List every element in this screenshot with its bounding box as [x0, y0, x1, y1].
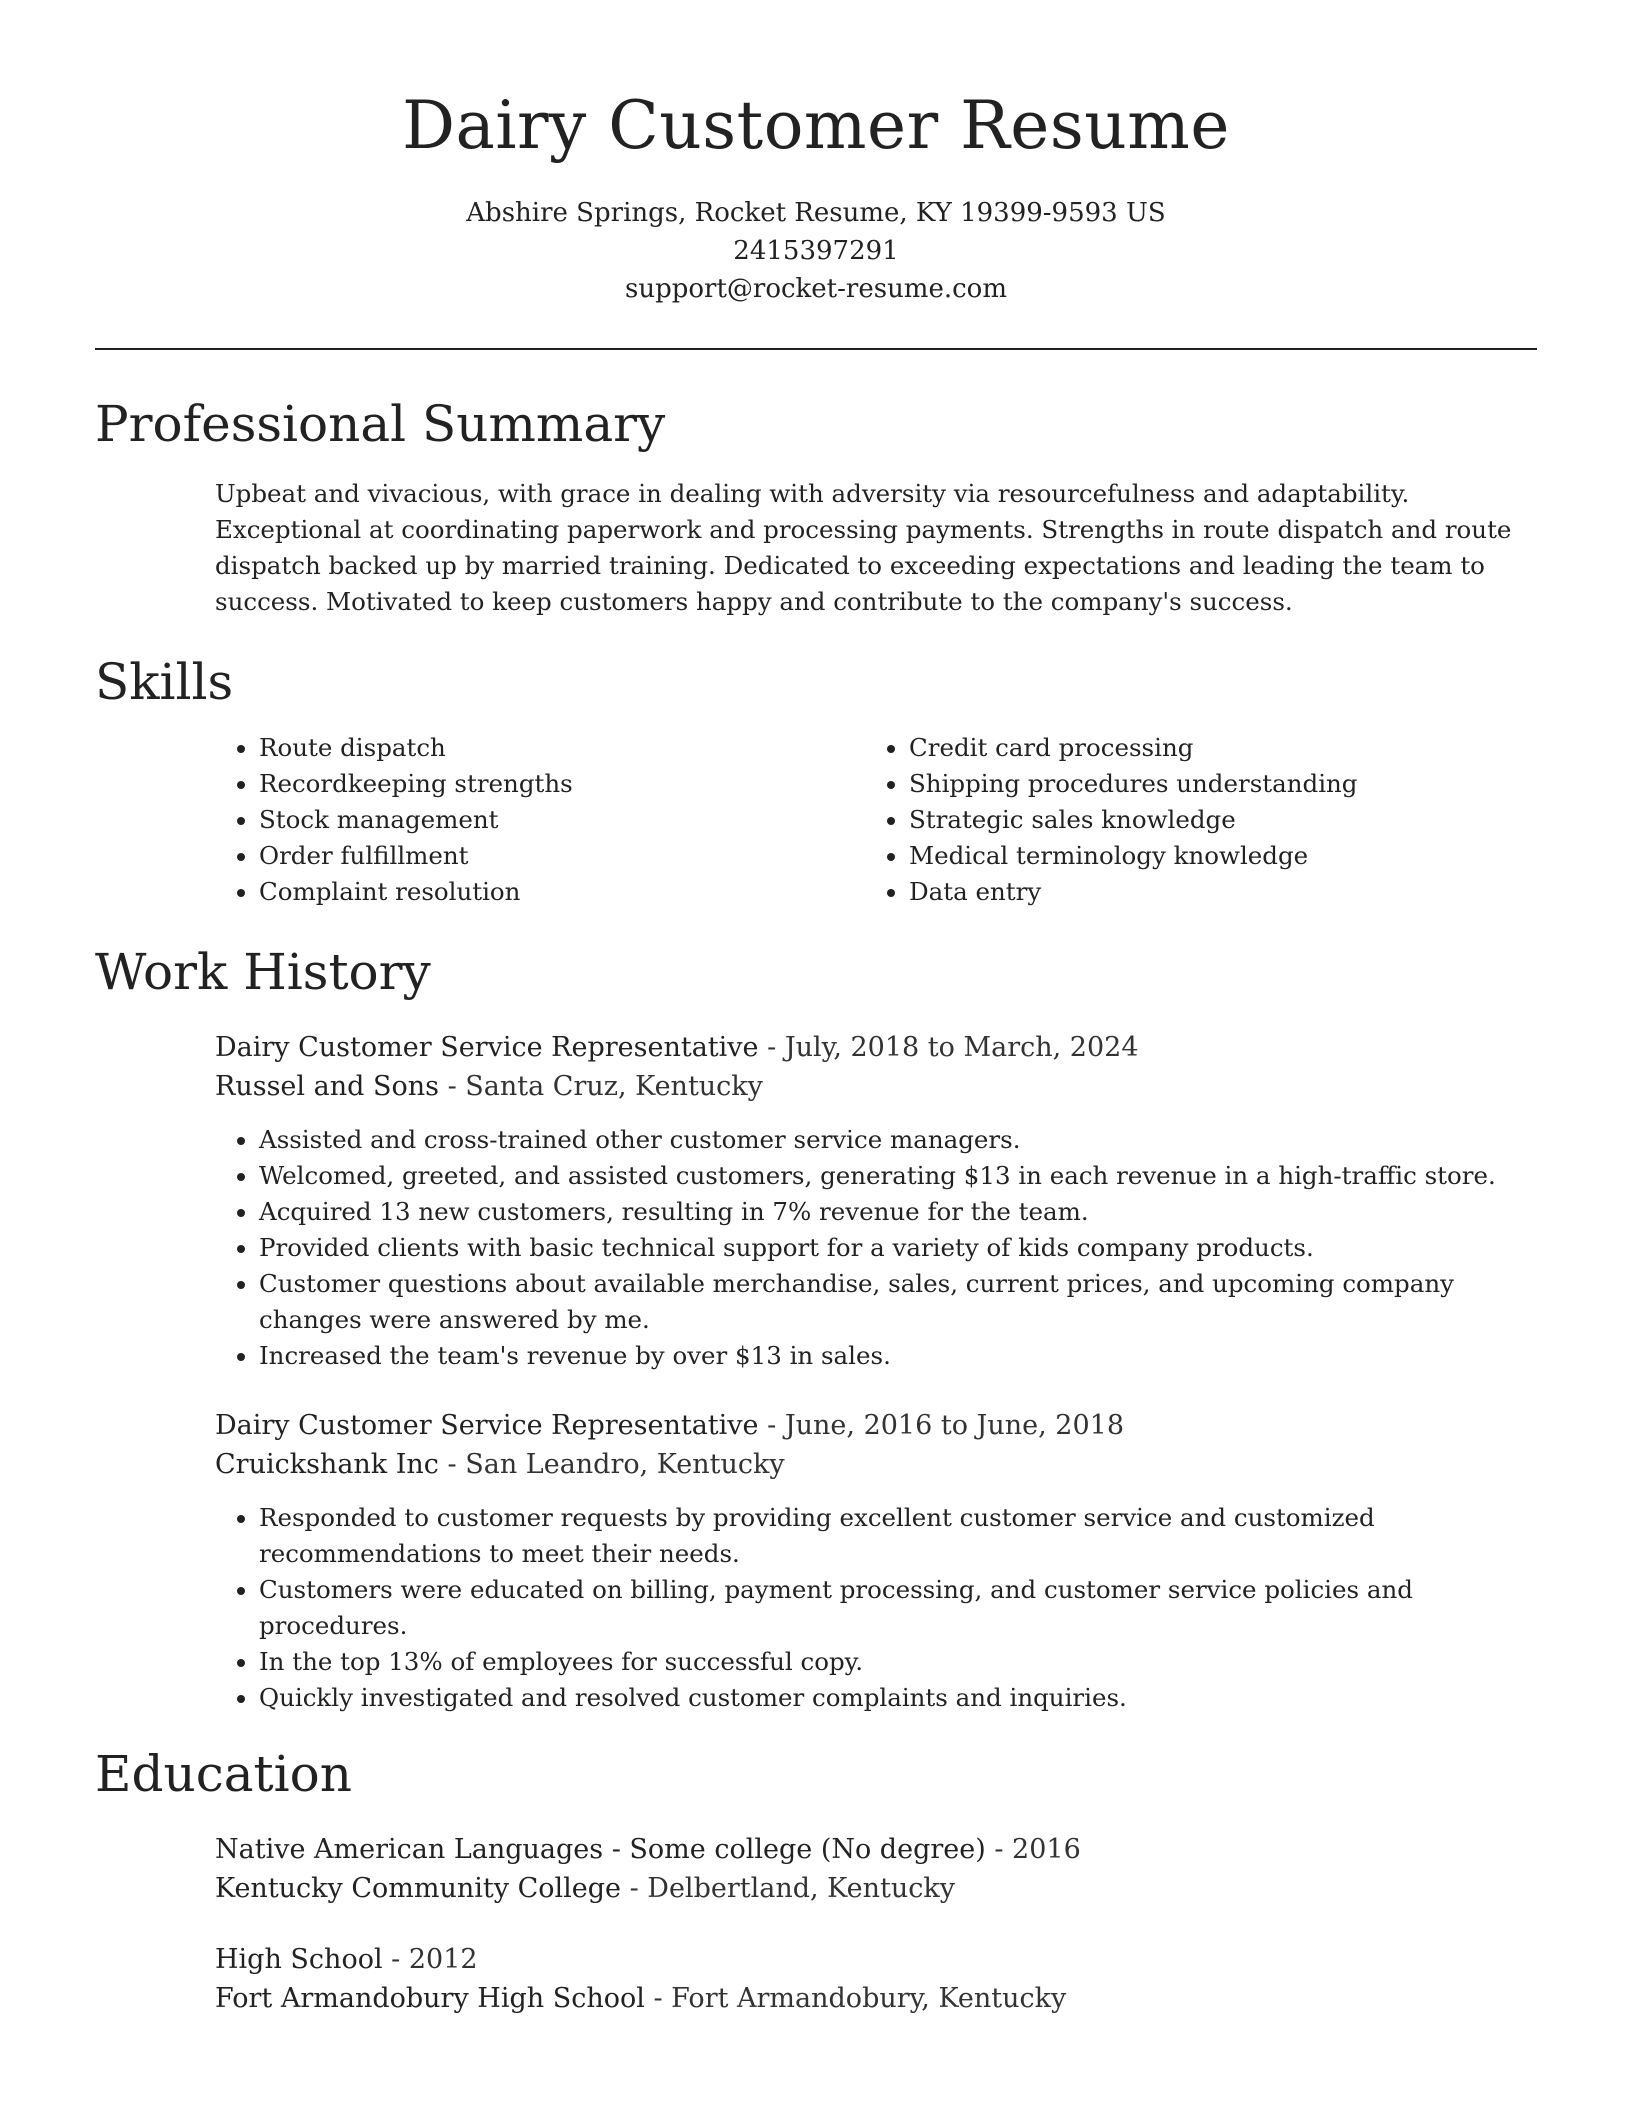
education-school-line: [215, 1869, 1537, 1908]
job-bullet: • In the top 13% of employees for successful copy.: [259, 1644, 1537, 1680]
job-title-line: [215, 1406, 1537, 1445]
job-title-line: [215, 1028, 1537, 1067]
skill-item: • Credit card processing: [909, 730, 1515, 766]
contact-phone: 2415397291: [733, 236, 899, 266]
job-bullet: • Acquired 13 new customers, resulting in 7% revenue for the team.: [259, 1194, 1537, 1230]
skills-heading: Skills: [95, 653, 234, 711]
job-dates: - June, 2016 to June, 2018: [758, 1410, 1125, 1441]
skill-item: • Shipping procedures understanding: [909, 766, 1515, 802]
education-location: - Delbertland, Kentucky: [621, 1873, 955, 1904]
education-location: - Fort Armandobury, Kentucky: [644, 1983, 1067, 2014]
skills-list-left: [215, 730, 865, 910]
job-location: - San Leandro, Kentucky: [438, 1449, 785, 1480]
skill-item: • Data entry: [909, 874, 1515, 910]
education-year: - 2016: [985, 1834, 1081, 1865]
candidate-name: Dairy Customer Resume: [402, 87, 1230, 164]
job-location: - Santa Cruz, Kentucky: [438, 1071, 763, 1102]
education-entry: [215, 1830, 1537, 1908]
skill-item: • Medical terminology knowledge: [909, 838, 1515, 874]
education-heading: Education: [95, 1745, 352, 1803]
job-bullet: • Welcomed, greeted, and assisted customers, generating $13 in each revenue in a high-traffic store.: [259, 1158, 1537, 1194]
job-bullet: • Provided clients with basic technical support for a variety of kids company products.: [259, 1230, 1537, 1266]
job-bullet: • Assisted and cross-trained other customer service managers.: [259, 1122, 1537, 1158]
job-company-line: [215, 1445, 1537, 1484]
skill-item: • Order fulfillment: [259, 838, 865, 874]
job-role: Dairy Customer Service Representative: [215, 1410, 759, 1441]
job-bullets: [215, 1122, 1537, 1374]
job-company-line: [215, 1067, 1537, 1106]
education-degree: Native American Languages - Some college (No degree): [215, 1834, 986, 1865]
summary-heading: Professional Summary: [95, 395, 666, 453]
job-company: Russel and Sons: [215, 1071, 439, 1102]
education-school: Fort Armandobury High School: [215, 1983, 645, 2014]
job-dates: - July, 2018 to March, 2024: [758, 1032, 1139, 1063]
education-degree-line: [215, 1830, 1537, 1869]
job-entry: [215, 1406, 1537, 1716]
job-company: Cruickshank Inc: [215, 1449, 439, 1480]
education-school: Kentucky Community College: [215, 1873, 622, 1904]
skill-item: • Strategic sales knowledge: [909, 802, 1515, 838]
header-divider: [95, 348, 1537, 350]
job-bullet: • Responded to customer requests by providing excellent customer service and customized recommendations to meet their needs.: [259, 1500, 1537, 1572]
resume-header: [95, 0, 1537, 308]
skill-item: • Stock management: [259, 802, 865, 838]
education-section: [215, 1830, 1537, 2018]
job-bullet: • Customers were educated on billing, payment processing, and customer service policies and procedures.: [259, 1572, 1537, 1644]
job-entry: [215, 1028, 1537, 1374]
job-bullets: [215, 1500, 1537, 1716]
summary-text: Upbeat and vivacious, with grace in dealing with adversity via resourcefulness and adaptability. Exceptional at coordinating paperwork and processing payments. Strengths in route dispatch and route dispatch backed up by married training. Dedicated to exceeding expectations and leading the team to success. Motivated to keep customers happy and contribute to the company's success.: [215, 479, 1512, 616]
skill-item: • Complaint resolution: [259, 874, 865, 910]
summary-section: [215, 476, 1537, 620]
skills-list-right: [865, 730, 1515, 910]
education-entry: [215, 1940, 1537, 2018]
job-bullet: • Customer questions about available merchandise, sales, current prices, and upcoming company changes were answered by me.: [259, 1266, 1537, 1338]
work-history-section: [215, 1028, 1537, 1716]
education-year: - 2012: [382, 1944, 478, 1975]
contact-email: support@rocket-resume.com: [624, 274, 1007, 304]
contact-address: Abshire Springs, Rocket Resume, KY 19399-9593 US: [466, 198, 1166, 228]
job-bullet: • Increased the team's revenue by over $13 in sales.: [259, 1338, 1537, 1374]
education-degree-line: [215, 1940, 1537, 1979]
skill-item: • Route dispatch: [259, 730, 865, 766]
job-bullet: • Quickly investigated and resolved customer complaints and inquiries.: [259, 1680, 1537, 1716]
education-degree: High School: [215, 1944, 383, 1975]
skills-section: [215, 730, 1537, 910]
education-school-line: [215, 1979, 1537, 2018]
skill-item: • Recordkeeping strengths: [259, 766, 865, 802]
job-role: Dairy Customer Service Representative: [215, 1032, 759, 1063]
work-history-heading: Work History: [95, 943, 431, 1001]
